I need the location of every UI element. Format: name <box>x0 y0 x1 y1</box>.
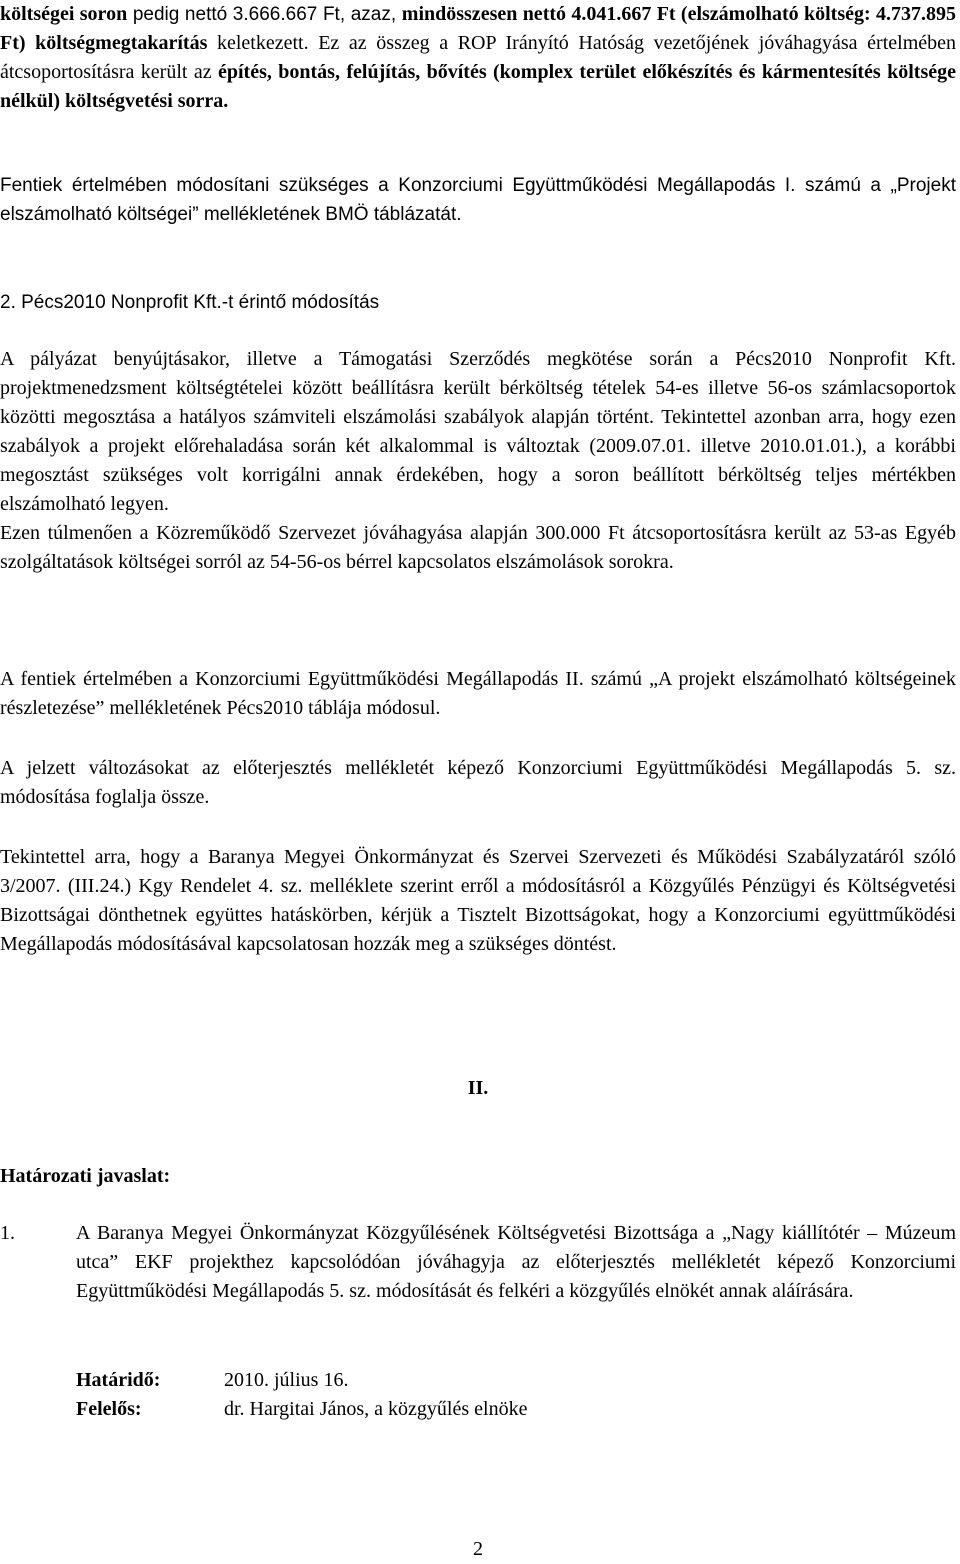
page-number: 2 <box>473 1538 483 1560</box>
paragraph-salary-allocation: A pályázat benyújtásakor, illetve a Támogatási Szerződés megkötése során a Pécs2010 Nonprofit Kft. projektmenedzsment költségtételei között beállításra került bérköltség tételek 54-es illetve 56-os számlacsoportok közötti megosztása a hatályos számviteli elszámolási szabályok alapján történt. Tekintettel azonban arra, hogy ezen szabályok a projekt előrehaladása során két alkalommal is változtak (2009.07.01. illetve 2010.01.01.), a korábbi megosztást szükséges volt korrigálni annak érdekében, hogy a soron beállított bérköltség teljes mértékben elszámolható legyen. <box>0 348 956 515</box>
text-bold: mindösszesen nettó 4.041.667 Ft (elszámolható költség: 4.737.895 Ft) költségmegtakarítás <box>0 3 956 54</box>
section-heading-pecs2010: 2. Pécs2010 Nonprofit Kft.-t érintő módosítás <box>0 292 380 313</box>
paragraph-reallocation: Ezen túlmenően a Közreműködő Szervezet jóváhagyása alapján 300.000 Ft átcsoportosításra került az 53-as Egyéb szolgáltatások költségei sorról az 54-56-os bérrel kapcsolatos elszámolások sorokra. <box>0 522 956 573</box>
paragraph-pecs2010-details <box>0 345 956 577</box>
paragraph-request: Tekintettel arra, hogy a Baranya Megyei Önkormányzat és Szervei Szervezeti és Működési Szabályzatáról szóló 3/2007. (III.24.) Kgy Rendelet 4. sz. melléklete szerint erről a módosításról a Közgyűlés Pénzügyi és Költségvetési Bizottságai dönthetnek együttes hatáskörben, kérjük a Tisztelt Bizottságokat, hogy a Konzorciumi együttműködési Megállapodás módosításával kapcsolatosan hozzák meg a szükséges döntést. <box>0 846 956 955</box>
responsible-row <box>76 1395 527 1424</box>
deadline-value: 2010. július 16. <box>224 1369 349 1391</box>
deadline-row <box>76 1366 348 1395</box>
deadline-label: Határidő: <box>76 1369 161 1391</box>
paragraph-bmo-table: Fentiek értelmében módosítani szükséges a Konzorciumi Együttműködési Megállapodás I. számú a „Projekt elszámolható költségei” mellékletének BMÖ táblázatát. <box>0 175 956 225</box>
paragraph-cost-savings <box>0 0 956 116</box>
text-run: pedig nettó 3.666.667 Ft, azaz, <box>127 4 402 25</box>
resolution-heading: Határozati javaslat: <box>0 1165 171 1187</box>
paragraph-summary: A jelzett változásokat az előterjesztés mellékletét képező Konzorciumi Együttműködési Megállapodás 5. sz. módosítása foglalja össze. <box>0 757 956 808</box>
resolution-item-number: 1. <box>0 1222 15 1244</box>
text-bold: költségei soron <box>0 3 128 25</box>
responsible-label: Felelős: <box>76 1398 142 1420</box>
paragraph-annex-change: A fentiek értelmében a Konzorciumi Együttműködési Megállapodás II. számú „A projekt elszámolható költségeinek részletezése” mellékletének Pécs2010 táblája módosul. <box>0 668 956 719</box>
responsible-value: dr. Hargitai János, a közgyűlés elnöke <box>224 1398 528 1420</box>
resolution-item-text: A Baranya Megyei Önkormányzat Közgyűlésének Költségvetési Bizottsága a „Nagy kiállítótér – Múzeum utca” EKF projekthez kapcsolódóan jóváhagyja az előterjesztés mellékletét képező Konzorciumi Együttműködési Megállapodás 5. sz. módosítását és felkéri a közgyűlés elnökét annak aláírására. <box>76 1222 956 1302</box>
section-number: II. <box>467 1077 489 1099</box>
text-run: keletkezett. Ez az összeg a ROP Irányító Hatóság vezetőjének jóváhagyása értelmében átcsoportosításra került az <box>0 32 956 83</box>
text-bold: építés, bontás, felújítás, bővítés (komplex terület előkészítés és kármentesítés költsége nélkül) költségvetési sorra. <box>0 61 956 112</box>
